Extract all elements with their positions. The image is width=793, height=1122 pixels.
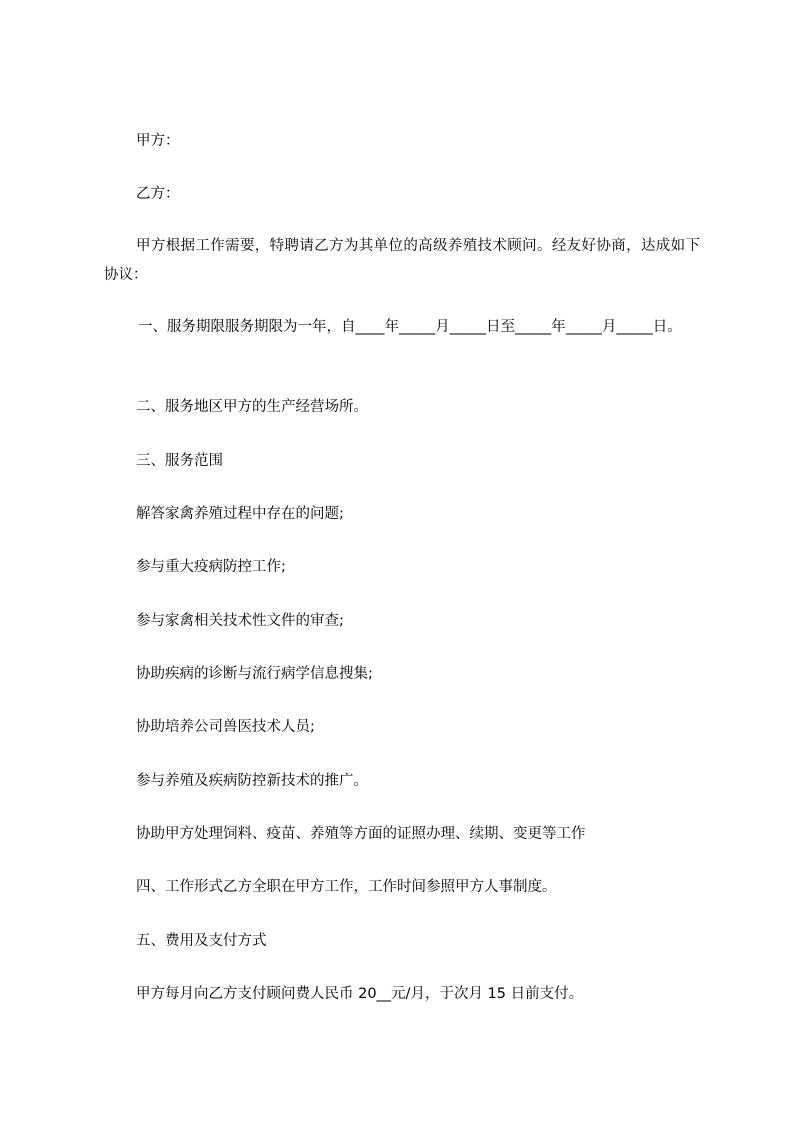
scope-item: 参与家禽相关技术性文件的审查; — [136, 613, 344, 629]
scope-item: 协助培养公司兽医技术人员; — [136, 719, 315, 735]
intro-paragraph: 甲方根据工作需要，特聘请乙方为其单位的高级养殖技术顾问。经友好协商，达成如下协议： — [104, 238, 700, 283]
scope-item: 协助疾病的诊断与流行病学信息搜集; — [136, 666, 373, 682]
payment-terms: 甲方每月向乙方支付顾问费人民币 20__元/月，于次月 15 日前支付。 — [136, 986, 584, 1002]
clause-service-scope-title: 三、服务范围 — [136, 453, 223, 469]
clause-service-period: 一、服务期限服务期限为一年，自____年_____月_____日至_____年_____月_____日。 — [138, 319, 682, 335]
scope-item: 参与重大疫病防控工作; — [136, 559, 286, 575]
party-a-label: 甲方： — [136, 133, 180, 149]
clause-fees-title: 五、费用及支付方式 — [136, 933, 267, 949]
scope-item: 参与养殖及疾病防控新技术的推广。 — [136, 773, 368, 789]
scope-item: 解答家禽养殖过程中存在的问题; — [136, 506, 344, 522]
party-b-label: 乙方： — [136, 186, 180, 202]
clause-work-form: 四、工作形式乙方全职在甲方工作，工作时间参照甲方人事制度。 — [136, 879, 557, 895]
clause-service-area: 二、服务地区甲方的生产经营场所。 — [136, 399, 368, 415]
scope-item: 协助甲方处理饲料、疫苗、养殖等方面的证照办理、续期、变更等工作 — [136, 826, 586, 842]
